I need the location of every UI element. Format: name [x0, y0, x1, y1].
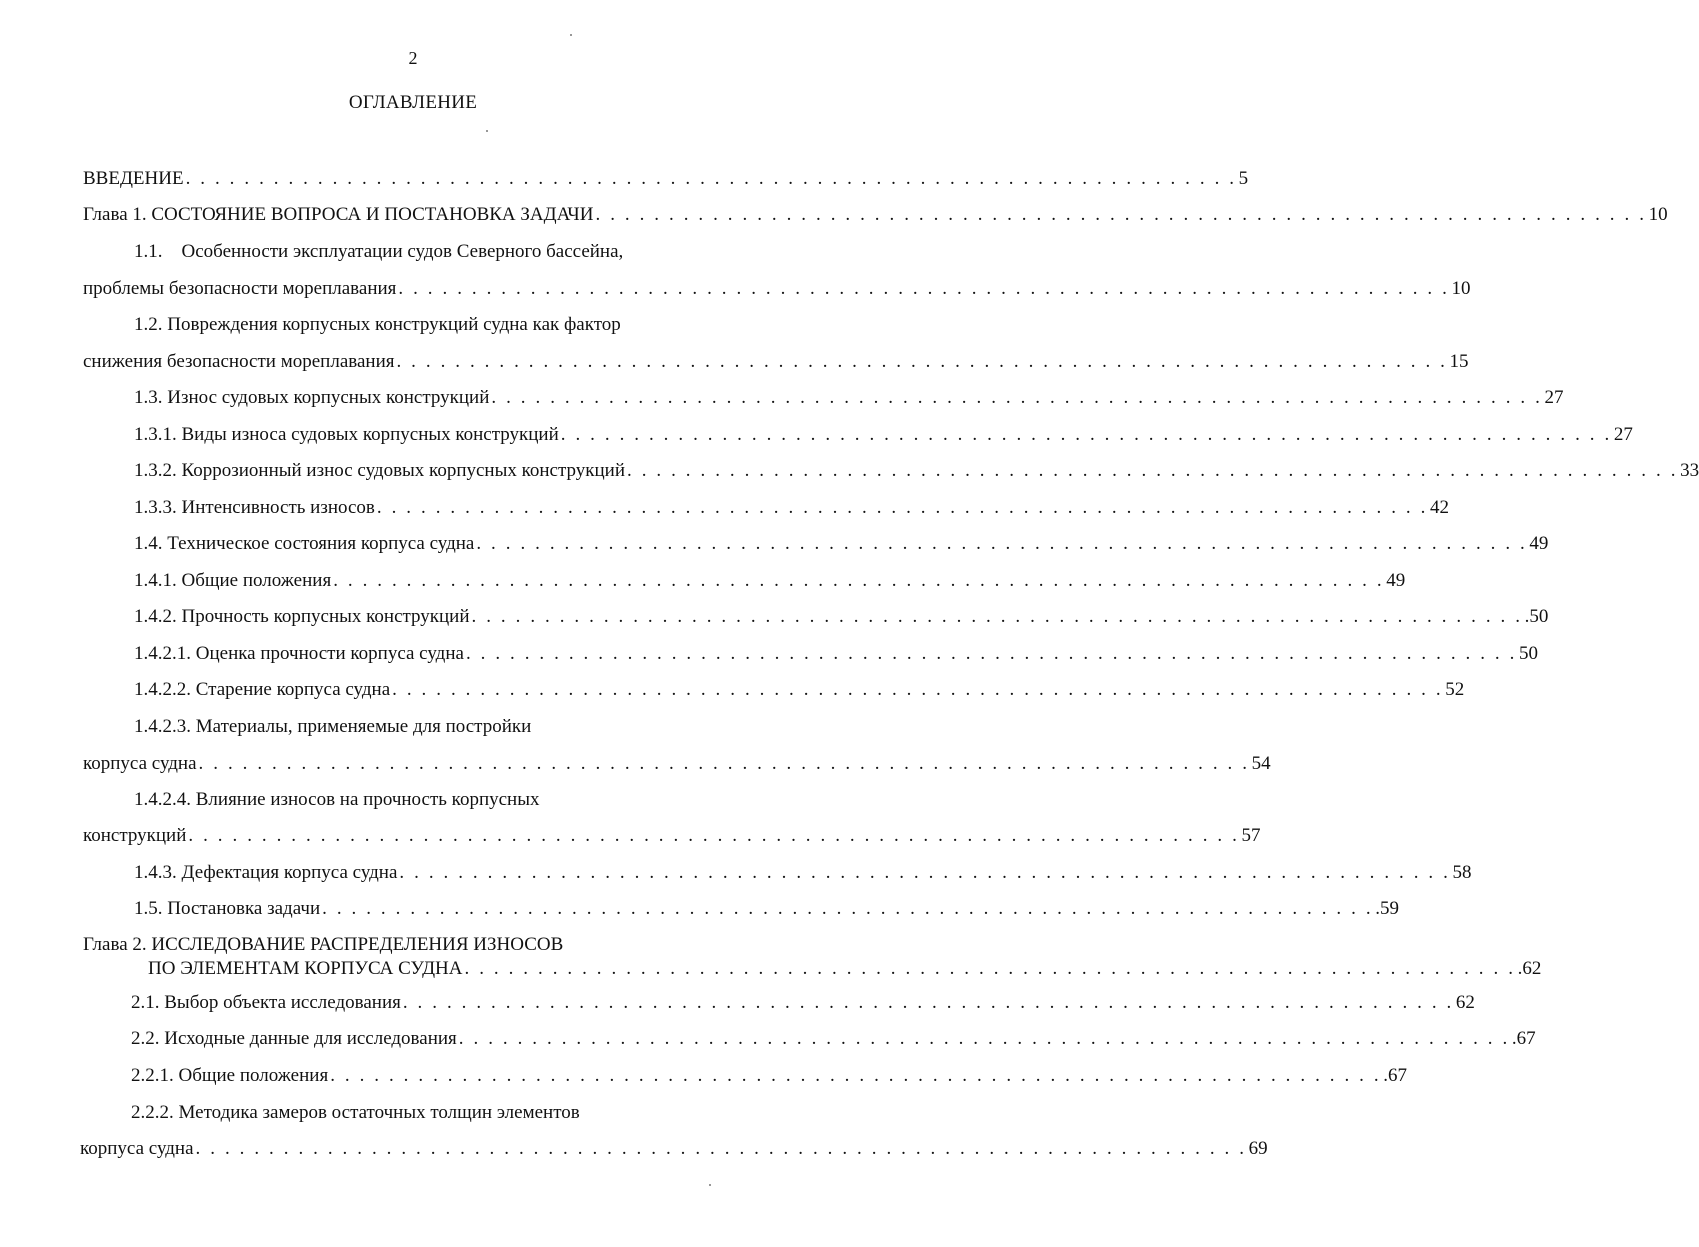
- toc-entry-1-2-line1: [134, 313, 734, 339]
- toc-page-ref: 33: [1680, 460, 1699, 481]
- toc-entry-2-2-1: [131, 1064, 1407, 1090]
- toc-entry-text: 1.3.1. Виды износа судовых корпусных конструкций: [134, 424, 559, 445]
- dot-leader: . . . . . . . . . . . . . . . . . . . . . . . . . . . . . . . . . . . . . . . . . . . . . . . . . . . . . . . . . . . . . . . . . . . . . . . .: [195, 1138, 1247, 1159]
- dot-leader: . . . . . . . . . . . . . . . . . . . . . . . . . . . . . . . . . . . . . . . . . . . . . . . . . . . . . . . . . . . . . . . . . . . . . . . .: [322, 898, 1374, 919]
- dot-leader: . . . . . . . . . . . . . . . . . . . . . . . . . . . . . . . . . . . . . . . . . . . . . . . . . . . . . . . . . . . . . . . . . . . . . . . .: [491, 387, 1543, 408]
- scan-speck: [709, 1184, 711, 1186]
- toc-entry-1-1-line2: [83, 277, 1471, 303]
- dot-leader: . . . . . . . . . . . . . . . . . . . . . . . . . . . . . . . . . . . . . . . . . . . . . . . . . . . . . . . . . . . . . . . . . . . . . . . .: [399, 862, 1451, 883]
- toc-entry-text: 1.3. Износ судовых корпусных конструкций: [134, 387, 490, 408]
- toc-page-ref: 69: [1248, 1138, 1268, 1159]
- dot-leader: . . . . . . . . . . . . . . . . . . . . . . . . . . . . . . . . . . . . . . . . . . . . . . . . . . . . . . . . . . . . . . . . . . . . . . . .: [198, 753, 1250, 774]
- toc-entry-text: 1.4.2. Прочность корпусных конструкций: [134, 606, 470, 627]
- toc-entry-text: 1.4.2.4. Влияние износов на прочность корпусных: [134, 789, 540, 810]
- toc-entry-1-4-2-4-line2: [83, 824, 1261, 850]
- dot-leader: . . . . . . . . . . . . . . . . . . . . . . . . . . . . . . . . . . . . . . . . . . . . . . . . . . . . . . . . . . . . . . . . . . . . . . . .: [376, 497, 1428, 518]
- toc-entry-text: 1.4.2.3. Материалы, применяемые для постройки: [134, 716, 532, 737]
- toc-entry-1-3-3: [134, 496, 1449, 522]
- dot-leader: . . . . . . . . . . . . . . . . . . . . . . . . . . . . . . . . . . . . . . . . . . . . . . . . . . . . . . . . . . . . . . . . . . . . . . . .: [471, 606, 1523, 627]
- toc-entry-text: Глава 1. СОСТОЯНИЕ ВОПРОСА И ПОСТАНОВКА ЗАДАЧИ: [83, 204, 594, 225]
- toc-entry-1-4-2-1: [134, 642, 1538, 668]
- toc-entry-1-4-2-2: [134, 678, 1465, 704]
- toc-page-ref: .67: [1383, 1065, 1407, 1086]
- toc-entry-text: 1.4.2.2. Старение корпуса судна: [134, 679, 391, 700]
- dot-leader: . . . . . . . . . . . . . . . . . . . . . . . . . . . . . . . . . . . . . . . . . . . . . . . . . . . . . . . . . . . . . . . . . . . . . . . .: [398, 278, 1450, 299]
- toc-entry-2-2-2-line1: [131, 1101, 731, 1127]
- toc-entry-text: снижения безопасности мореплавания: [83, 351, 395, 372]
- toc-entry-text: корпуса судна: [80, 1138, 194, 1159]
- toc-page-ref: .50: [1524, 606, 1549, 627]
- toc-page-ref: 49: [1529, 533, 1549, 554]
- toc-entry-1-4: [134, 532, 1549, 558]
- dot-leader: . . . . . . . . . . . . . . . . . . . . . . . . . . . . . . . . . . . . . . . . . . . . . . . . . . . . . . . . . . . . . . . . . . . . . . . .: [392, 679, 1444, 700]
- toc-page-ref: 50: [1519, 643, 1538, 664]
- dot-leader: . . . . . . . . . . . . . . . . . . . . . . . . . . . . . . . . . . . . . . . . . . . . . . . . . . . . . . . . . . . . . . . . . . . . . . . .: [595, 204, 1647, 225]
- toc-page-ref: .62: [1517, 958, 1542, 979]
- toc-entry-2-2: [131, 1027, 1536, 1053]
- toc-entry-text: конструкций: [83, 825, 187, 846]
- toc-page-ref: 52: [1445, 679, 1465, 700]
- toc-entry-1-4-3: [134, 861, 1472, 887]
- toc-entry-text: 1.3.3. Интенсивность износов: [134, 497, 375, 518]
- dot-leader: . . . . . . . . . . . . . . . . . . . . . . . . . . . . . . . . . . . . . . . . . . . . . . . . . . . . . . . . . . . . . . . . . . . . . . . .: [330, 1065, 1382, 1086]
- toc-entry-1-3-1: [134, 423, 1633, 449]
- toc-entry-introduction: [83, 167, 1249, 193]
- toc-entry-text: ВВЕДЕНИЕ: [83, 168, 184, 189]
- toc-page-ref: 27: [1613, 424, 1633, 445]
- dot-leader: . . . . . . . . . . . . . . . . . . . . . . . . . . . . . . . . . . . . . . . . . . . . . . . . . . . . . . . . . . . . . . . . . . . . . . . .: [465, 643, 1517, 664]
- toc-entry-1-4-1: [134, 569, 1406, 595]
- dot-leader: . . . . . . . . . . . . . . . . . . . . . . . . . . . . . . . . . . . . . . . . . . . . . . . . . . . . . . . . . . . . . . . . . . . . . . . .: [476, 533, 1528, 554]
- toc-entry-text: 2.2. Исходные данные для исследования: [131, 1028, 457, 1049]
- toc-entry-1-3-2: [134, 459, 1699, 485]
- toc-entry-1-2-line2: [83, 350, 1469, 376]
- toc-entry-chapter-2-line2: [148, 957, 1542, 983]
- toc-page-ref: 42: [1429, 497, 1449, 518]
- toc-entry-1-4-2-4-line1: [134, 788, 734, 814]
- dot-leader: . . . . . . . . . . . . . . . . . . . . . . . . . . . . . . . . . . . . . . . . . . . . . . . . . . . . . . . . . . . . . . . . . . . . . . . .: [458, 1028, 1510, 1049]
- toc-entry-text: 1.5. Постановка задачи: [134, 898, 321, 919]
- toc-entry-text: проблемы безопасности мореплавания: [83, 278, 397, 299]
- toc-entry-1-4-2: [134, 605, 1549, 631]
- toc-entry-1-5: [134, 897, 1399, 923]
- toc-page-ref: .59: [1375, 898, 1399, 919]
- toc-entry-text: Глава 2. ИССЛЕДОВАНИЕ РАСПРЕДЕЛЕНИЯ ИЗНОСОВ: [83, 934, 564, 955]
- toc-entry-text: 1.4.2.1. Оценка прочности корпуса судна: [134, 643, 464, 664]
- toc-entry-text: 2.1. Выбор объекта исследования: [131, 992, 401, 1013]
- toc-entry-text: 2.2.2. Методика замеров остаточных толщин элементов: [131, 1102, 580, 1123]
- toc-page-ref: 27: [1544, 387, 1564, 408]
- toc-entry-1-4-2-3-line2: [83, 752, 1271, 778]
- toc-page-ref: 15: [1449, 351, 1469, 372]
- toc-page-ref: 10: [1648, 204, 1668, 225]
- toc-entry-1-1-line1: [134, 240, 734, 266]
- toc-entry-text: 2.2.1. Общие положения: [131, 1065, 329, 1086]
- toc-entry-1-4-2-3-line1: [134, 715, 734, 741]
- dot-leader: . . . . . . . . . . . . . . . . . . . . . . . . . . . . . . . . . . . . . . . . . . . . . . . . . . . . . . . . . . . . . . . . . . . . . . . .: [464, 958, 1516, 979]
- toc-entry-text: корпуса судна: [83, 753, 197, 774]
- toc-page-ref: 10: [1451, 278, 1471, 299]
- dot-leader: . . . . . . . . . . . . . . . . . . . . . . . . . . . . . . . . . . . . . . . . . . . . . . . . . . . . . . . . . . . . . . . . . . . . . . . .: [402, 992, 1454, 1013]
- page-title: ОГЛАВЛЕНИЕ: [348, 92, 478, 113]
- toc-page-ref: 58: [1452, 862, 1472, 883]
- toc-page-ref: 49: [1386, 570, 1406, 591]
- toc-entry-text: 1.3.2. Коррозионный износ судовых корпусных конструкций: [134, 460, 625, 481]
- toc-entry-text: 1.2. Повреждения корпусных конструкций судна как фактор: [134, 314, 621, 335]
- toc-page-ref: 54: [1251, 753, 1271, 774]
- toc-entry-text: ПО ЭЛЕМЕНТАМ КОРПУСА СУДНА: [148, 958, 463, 979]
- toc-page-ref: .67: [1511, 1028, 1536, 1049]
- toc-entry-chapter-2-line1: [83, 933, 733, 959]
- dot-leader: . . . . . . . . . . . . . . . . . . . . . . . . . . . . . . . . . . . . . . . . . . . . . . . . . . . . . . . . . . . . . . . . . . . . . . . .: [188, 825, 1240, 846]
- toc-page-ref: 57: [1241, 825, 1261, 846]
- toc-entry-chapter-1: [83, 203, 1668, 229]
- toc-entry-1-3: [134, 386, 1564, 412]
- toc-entry-2-2-2-line2: [80, 1137, 1268, 1163]
- scan-speck: [570, 34, 572, 36]
- toc-entry-text: 1.1. Особенности эксплуатации судов Северного бассейна,: [134, 241, 624, 262]
- dot-leader: . . . . . . . . . . . . . . . . . . . . . . . . . . . . . . . . . . . . . . . . . . . . . . . . . . . . . . . . . . . . . . . . . . . . . . . .: [396, 351, 1448, 372]
- dot-leader: . . . . . . . . . . . . . . . . . . . . . . . . . . . . . . . . . . . . . . . . . . . . . . . . . . . . . . . . . . . . . . . . . . . . . . . .: [560, 424, 1612, 445]
- toc-entry-text: 1.4.1. Общие положения: [134, 570, 332, 591]
- dot-leader: . . . . . . . . . . . . . . . . . . . . . . . . . . . . . . . . . . . . . . . . . . . . . . . . . . . . . . . . . . . . . . . . . . . . . . . .: [185, 168, 1237, 189]
- dot-leader: . . . . . . . . . . . . . . . . . . . . . . . . . . . . . . . . . . . . . . . . . . . . . . . . . . . . . . . . . . . . . . . . . . . . . . . .: [627, 460, 1679, 481]
- scan-speck: [486, 130, 488, 132]
- toc-entry-text: 1.4.3. Дефектация корпуса судна: [134, 862, 398, 883]
- page-number: 2: [408, 48, 418, 68]
- toc-entry-text: 1.4. Техническое состояния корпуса судна: [134, 533, 475, 554]
- toc-page-ref: 62: [1455, 992, 1475, 1013]
- dot-leader: . . . . . . . . . . . . . . . . . . . . . . . . . . . . . . . . . . . . . . . . . . . . . . . . . . . . . . . . . . . . . . . . . . . . . . . .: [333, 570, 1385, 591]
- toc-entry-2-1: [131, 991, 1475, 1017]
- toc-page-ref: 5: [1238, 168, 1249, 189]
